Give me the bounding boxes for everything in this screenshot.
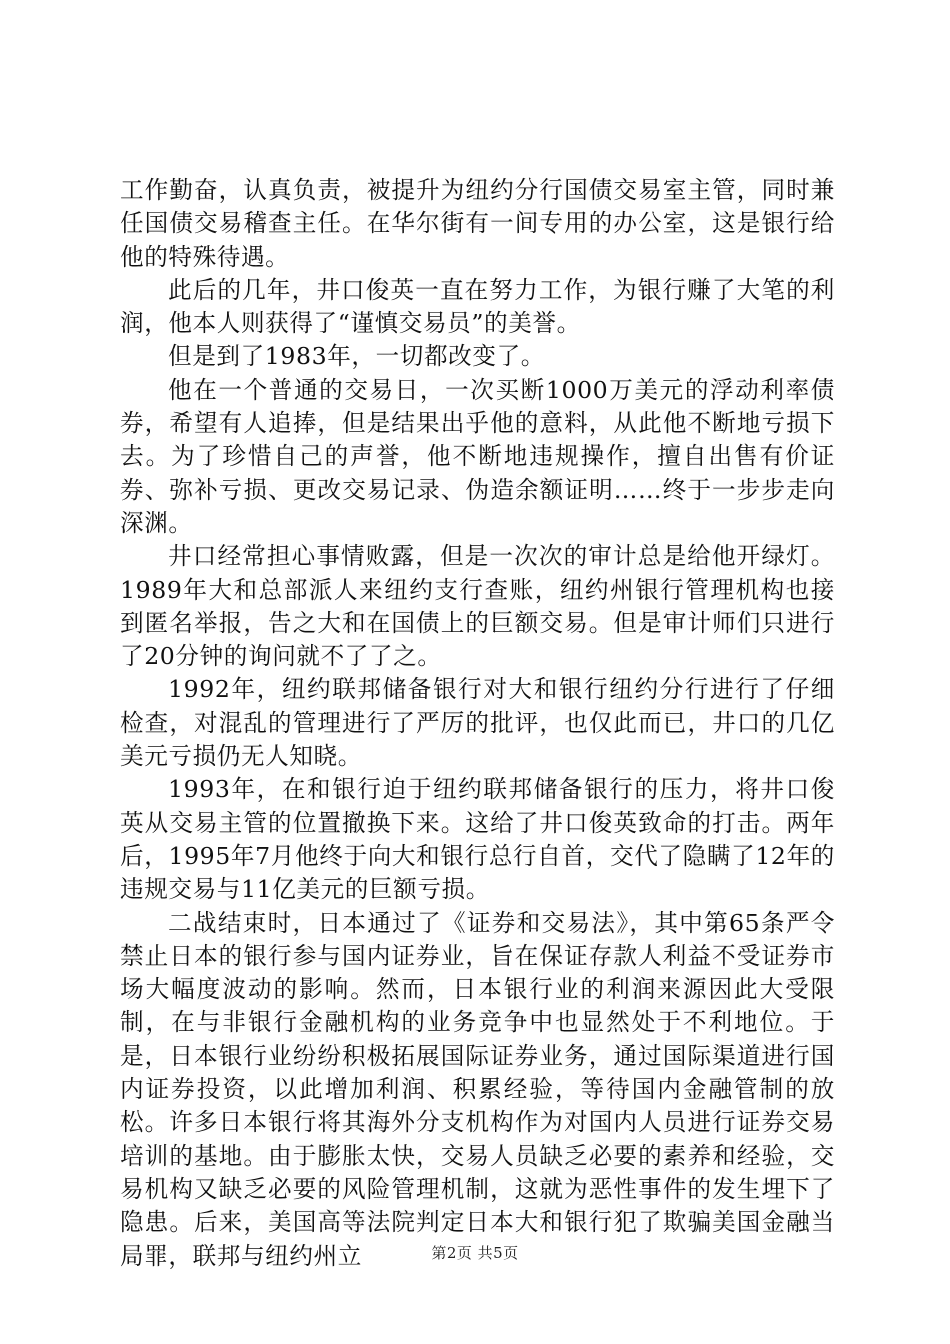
paragraph: 他在一个普通的交易日，一次买断1000万美元的浮动利率债券，希望有人追捧，但是结果出乎他的意料，从此他不断地亏损下去。为了珍惜自己的声誉，他不断地违规操作，擅自出售有价证券、弥补亏损、更改交易记录、伪造余额证明……终于一步步走向深渊。 [120, 375, 835, 537]
paragraph: 二战结束时，日本通过了《证券和交易法》，其中第65条严令禁止日本的银行参与国内证券业，旨在保证存款人利益不受证券市场大幅度波动的影响。然而，日本银行业的利润来源因此大受限制，在与非银行金融机构的业务竞争中也显然处于不利地位。于是，日本银行业纷纷积极拓展国际证券业务，通过国际渠道进行国内证券投资，以此增加利润、积累经验，等待国内金融管制的放松。许多日本银行将其海外分支机构作为对国内人员进行证券交易培训的基地。由于膨胀太快，交易人员缺乏必要的素养和经验，交易机构又缺乏必要的风险管理机制，这就为恶性事件的发生埋下了隐患。后来，美国高等法院判定日本大和银行犯了欺骗美国金融当局罪，联邦与纽约州立 [120, 908, 835, 1270]
paragraph: 工作勤奋，认真负责，被提升为纽约分行国债交易室主管，同时兼任国债交易稽查主任。在华尔街有一间专用的办公室，这是银行给他的特殊待遇。 [120, 176, 835, 271]
paragraph: 但是到了1983年，一切都改变了。 [168, 342, 545, 371]
page-number-footer: 第2页 共5页 [431, 1244, 519, 1262]
paragraph: 1992年，纽约联邦储备银行对大和银行纽约分行进行了仔细检查，对混乱的管理进行了严厉的批评，也仅此而已，井口的几亿美元亏损仍无人知晓。 [120, 675, 835, 771]
paragraph: 此后的几年，井口俊英一直在努力工作，为银行赚了大笔的利润，他本人则获得了“谨慎交易员”的美誉。 [120, 275, 835, 338]
paragraph: 1993年，在和银行迫于纽约联邦储备银行的压力，将井口俊英从交易主管的位置撤换下来。这给了井口俊英致命的打击。两年后，1995年7月他终于向大和银行总行自首，交代了隐瞒了12年的违规交易与11亿美元的巨额亏损。 [120, 775, 835, 904]
document-body [120, 174, 835, 1273]
paragraph: 井口经常担心事情败露，但是一次次的审计总是给他开绿灯。1989年大和总部派人来纽约支行查账，纽约州银行管理机构也接到匿名举报，告之大和在国债上的巨额交易。但是审计师们只进行了20分钟的询问就不了了之。 [120, 542, 835, 671]
